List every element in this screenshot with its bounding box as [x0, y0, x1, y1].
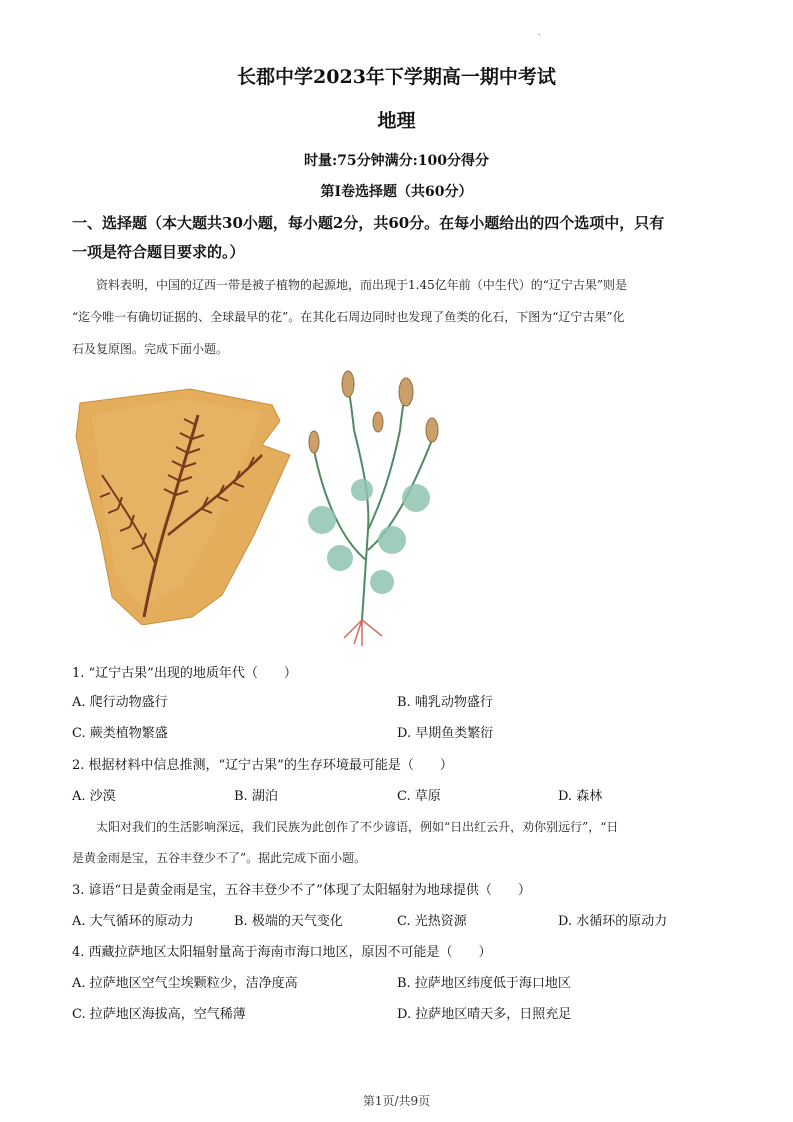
- question-1-option-b[interactable]: B. 哺乳动物盛行: [397, 695, 493, 710]
- question-3-option-a[interactable]: A. 大气循环的原动力: [72, 914, 194, 929]
- question-4-option-c[interactable]: C. 拉萨地区海拔高，空气稀薄: [72, 1007, 246, 1022]
- question-1-option-c[interactable]: C. 蕨类植物繁盛: [72, 726, 168, 741]
- material1-line3: 石及复原图。完成下面小题。: [72, 342, 229, 356]
- section-heading-line1: 一、选择题（本大题共30小题，每小题2分，共60分。在每小题给出的四个选项中，只有: [72, 214, 665, 232]
- material1-line2: “迄今唯一有确切证据的、全球最早的花”。在其化石周边同时也发现了鱼类的化石，下图为“辽宁古果”化: [72, 310, 625, 324]
- question-2-option-b[interactable]: B. 湖泊: [234, 789, 278, 804]
- question-4-option-d[interactable]: D. 拉萨地区晴天多，日照充足: [397, 1007, 572, 1022]
- exam-title: 长郡中学2023年下学期高一期中考试: [237, 66, 556, 88]
- question-2-stem: 2. 根据材料中信息推测，“辽宁古果”的生存环境最可能是（ ）: [72, 758, 453, 773]
- exam-info: 时量:75分钟满分:100分得分: [303, 153, 490, 169]
- subject-title: 地理: [377, 110, 416, 132]
- question-4-stem: 4. 西藏拉萨地区太阳辐射量高于海南市海口地区，原因不可能是（ ）: [72, 945, 492, 960]
- material1-line1: 资料表明，中国的辽西一带是被子植物的起源地，而出现于1.45亿年前（中生代）的“辽宁古果”则是: [96, 278, 627, 292]
- question-1-stem: 1. “辽宁古果”出现的地质年代（ ）: [72, 666, 297, 681]
- material2-line2: 是黄金雨是宝，五谷丰登少不了”。据此完成下面小题。: [72, 851, 367, 865]
- fossil-photo: [72, 385, 292, 625]
- plant-buds: [309, 371, 438, 453]
- section-heading-line2: 一项是符合题目要求的。）: [72, 243, 245, 261]
- question-3-option-c[interactable]: C. 光热资源: [397, 914, 467, 929]
- question-3-stem: 3. 谚语“日是黄金雨是宝，五谷丰登少不了”体现了太阳辐射为地球提供（ ）: [72, 883, 531, 898]
- question-2-option-a[interactable]: A. 沙漠: [72, 789, 116, 804]
- page-footer: 第1页/共9页: [362, 1094, 431, 1108]
- material2-line1: 太阳对我们的生活影响深远，我们民族为此创作了不少谚语，例如“日出红云升，劝你别远行”，“日: [96, 820, 619, 834]
- plant-illustration: [292, 370, 462, 650]
- question-1-option-d[interactable]: D. 早期鱼类繁衍: [397, 726, 494, 741]
- question-4-option-b[interactable]: B. 拉萨地区纬度低于海口地区: [397, 976, 571, 991]
- question-3-option-b[interactable]: B. 极端的天气变化: [234, 914, 343, 929]
- question-2-option-d[interactable]: D. 森林: [558, 789, 603, 804]
- question-2-option-c[interactable]: C. 草原: [397, 789, 441, 804]
- plant-roots: [344, 620, 382, 646]
- question-4-option-a[interactable]: A. 拉萨地区空气尘埃颗粒少，洁净度高: [72, 976, 298, 991]
- corner-mark: .: [538, 28, 541, 37]
- question-1-option-a[interactable]: A. 爬行动物盛行: [72, 695, 168, 710]
- part-title: 第Ⅰ卷选择题（共60分）: [320, 184, 473, 200]
- question-3-option-d[interactable]: D. 水循环的原动力: [558, 914, 668, 929]
